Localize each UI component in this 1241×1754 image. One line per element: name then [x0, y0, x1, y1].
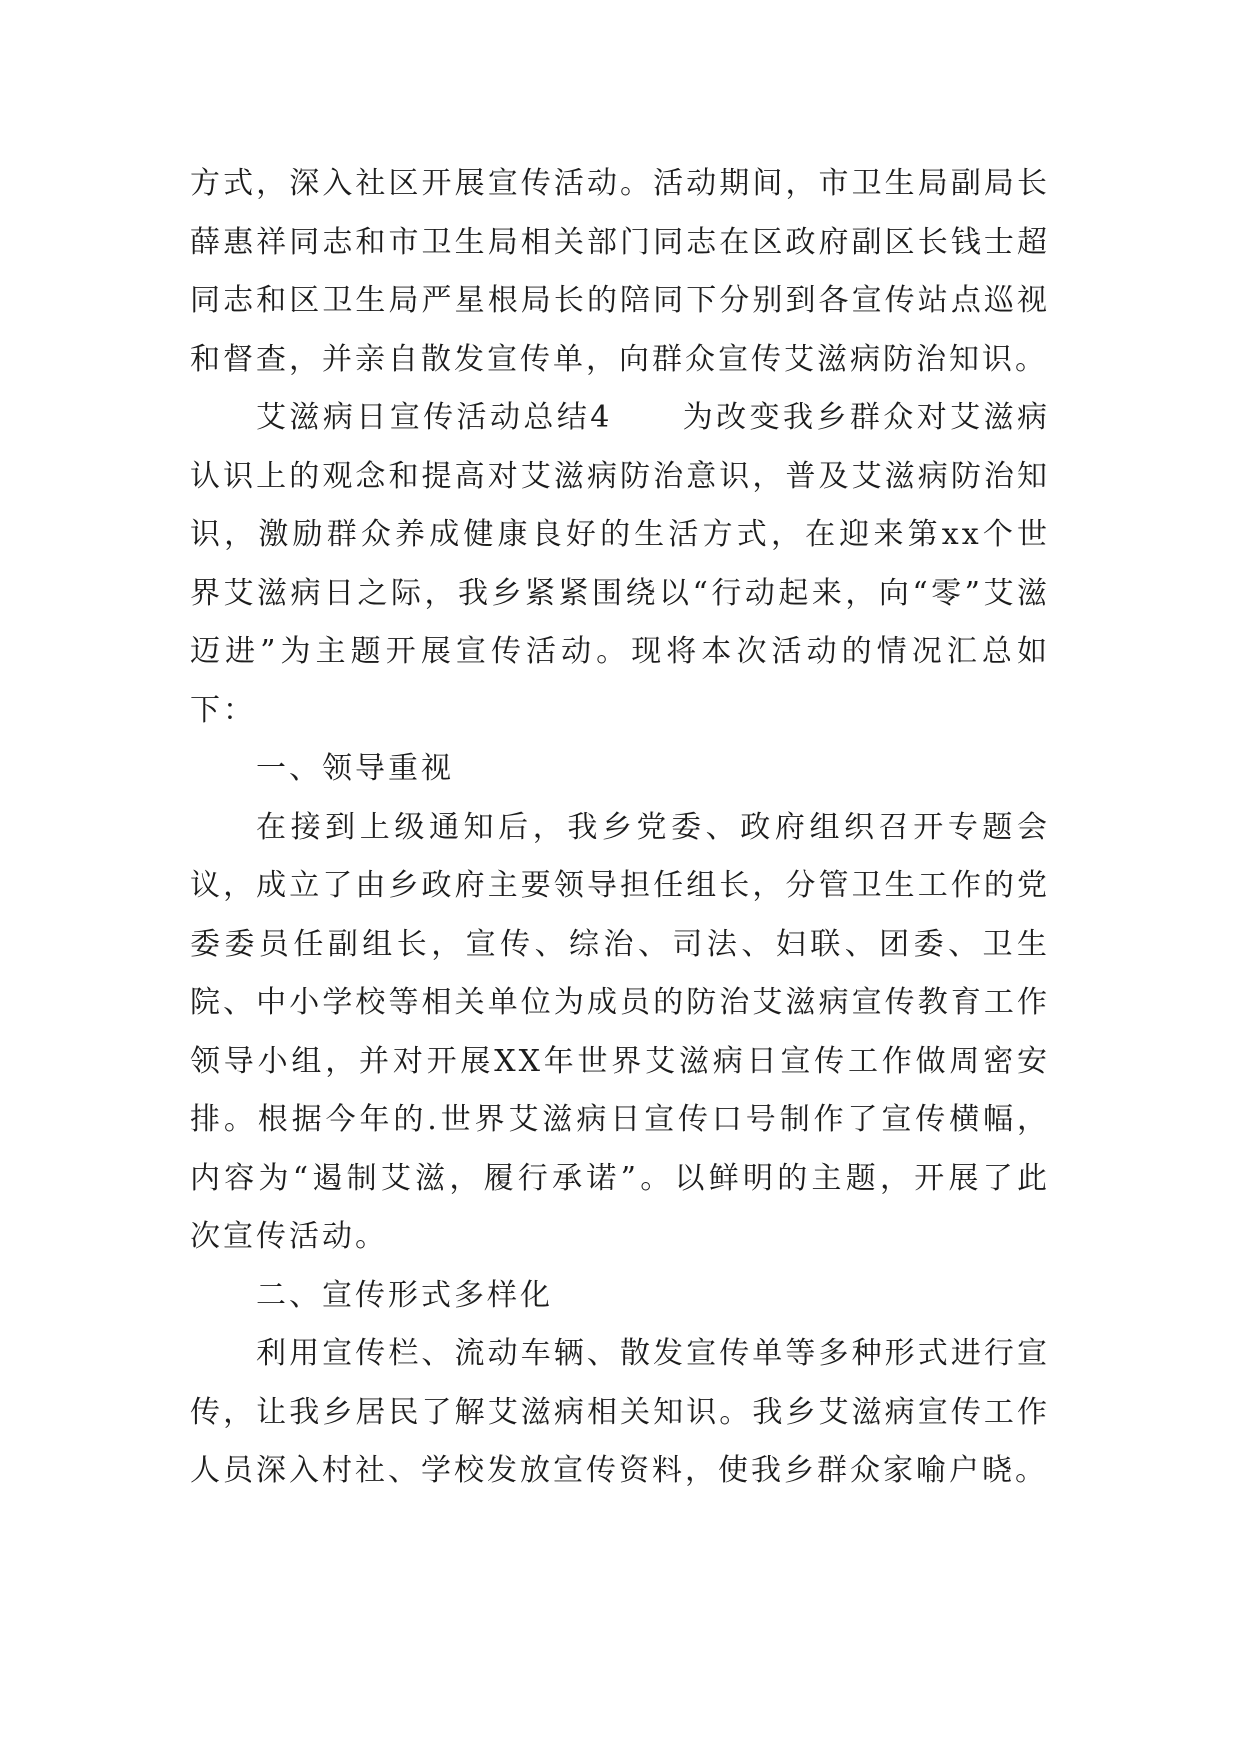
heading-leadership: 一、领导重视 [256, 751, 454, 786]
paragraph-continuation: 方式，深入社区开展宣传活动。活动期间，市卫生局副局长薛惠祥同志和市卫生局相关部门同志在区政府副区长钱士超同志和区卫生局严星根局长的陪同下分别到各宣传站点巡视和督查，并亲自散发宣传单，向群众宣传艾滋病防治知识。 [190, 166, 1050, 377]
paragraph-text: 为改变我乡群众对艾滋病认识上的观念和提高对艾滋病防治意识，普及艾滋病防治知识，激励群众养成健康良好的生活方式，在迎来第xx个世界艾滋病日之际，我乡紧紧围绕以“行动起来，向“零”艾滋迈进”为主题开展宣传活动。现将本次活动的情况汇总如下： [190, 400, 1050, 728]
section-title: 艾滋病日宣传活动总结4 [256, 400, 613, 435]
paragraph-leadership: 在接到上级通知后，我乡党委、政府组织召开专题会议，成立了由乡政府主要领导担任组长，分管卫生工作的党委委员任副组长，宣传、综治、司法、妇联、团委、卫生院、中小学校等相关单位为成员的防治艾滋病宣传教育工作领导小组，并对开展XX年世界艾滋病日宣传工作做周密安排。根据今年的.世界艾滋病日宣传口号制作了宣传横幅，内容为“遏制艾滋，履行承诺”。以鲜明的主题，开展了此次宣传活动。 [190, 809, 1050, 1254]
heading-publicity-forms: 二、宣传形式多样化 [256, 1277, 553, 1313]
paragraph-publicity: 利用宣传栏、流动车辆、散发宣传单等多种形式进行宣传，让我乡居民了解艾滋病相关知识。我乡艾滋病宣传工作人员深入村社、学校发放宣传资料，使我乡群众家喻户晓。 [190, 1336, 1050, 1488]
document-body [190, 155, 1050, 1501]
paragraph-summary-4 [190, 389, 1050, 740]
